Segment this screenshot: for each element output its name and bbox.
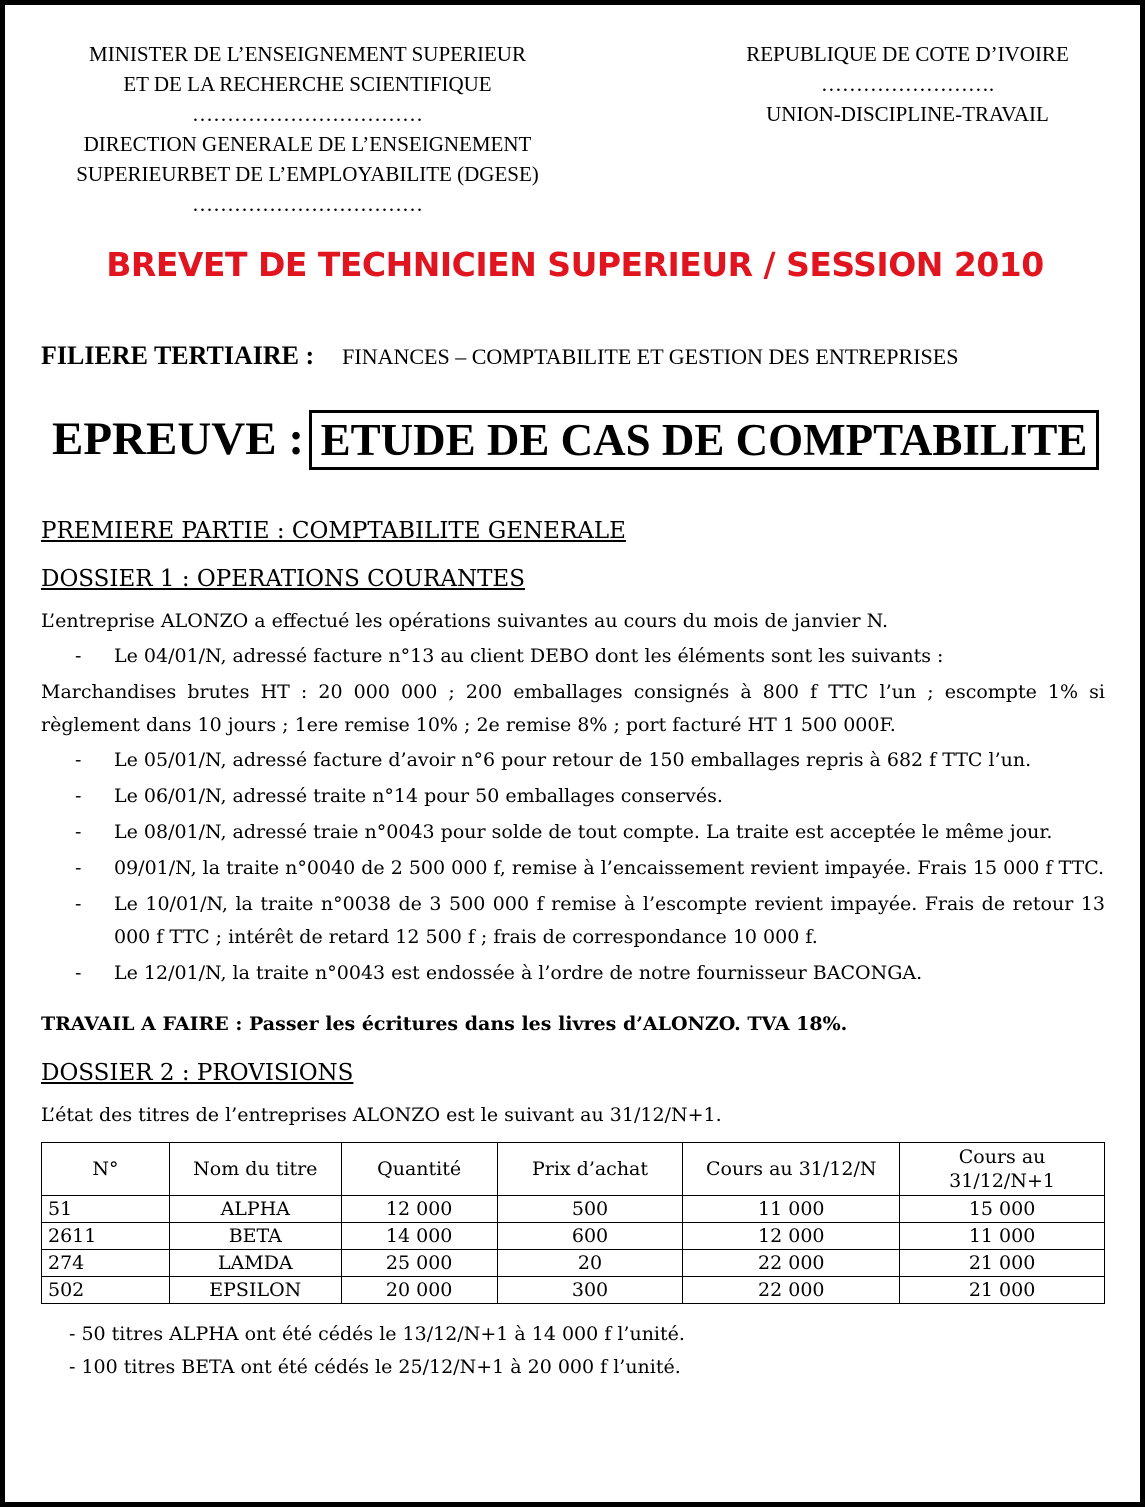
cell-cours-n1: 11 000 xyxy=(900,1223,1105,1250)
operation-text: Le 12/01/N, la traite n°0043 est endossée à l’ordre de notre fournisseur BACONGA. xyxy=(114,962,923,984)
travail-a-faire: TRAVAIL A FAIRE : Passer les écritures dans les livres d’ALONZO. TVA 18%. xyxy=(41,1013,848,1035)
header-quantite: Quantité xyxy=(341,1143,497,1196)
dossier2-intro: L’état des titres de l’entreprises ALONZO est le suivant au 31/12/N+1. xyxy=(41,1104,722,1126)
cell-numero: 274 xyxy=(42,1250,170,1277)
cell-cours-n1: 21 000 xyxy=(900,1277,1105,1304)
list-item xyxy=(41,852,1105,885)
cell-nom: ALPHA xyxy=(169,1196,341,1223)
ministry-line-1: MINISTER DE L’ENSEIGNEMENT SUPERIEUR xyxy=(89,42,526,66)
operation-text: Le 06/01/N, adressé traite n°14 pour 50 emballages conservés. xyxy=(114,785,723,807)
header-nom-titre: Nom du titre xyxy=(169,1143,341,1196)
operations-list-continued xyxy=(41,744,1105,990)
cell-numero: 51 xyxy=(42,1196,170,1223)
header-cours-n: Cours au 31/12/N xyxy=(683,1143,900,1196)
cell-prix: 300 xyxy=(497,1277,683,1304)
republic-header xyxy=(715,39,1100,129)
operation-text: Le 10/01/N, la traite n°0038 de 3 500 000 f remise à l’escompte revient impayée. Frais de retour 13 000 f TTC ; intérêt de retard 12 500 f ; frais de correspondance 10 000 f. xyxy=(114,893,1105,948)
cell-numero: 2611 xyxy=(42,1223,170,1250)
ministry-dots-1: …………………………… xyxy=(192,102,423,126)
epreuve-title-box: ETUDE DE CAS DE COMPTABILITE xyxy=(309,410,1099,470)
cell-nom: EPSILON xyxy=(169,1277,341,1304)
exam-title: BREVET DE TECHNICIEN SUPERIEUR / SESSION 2010 xyxy=(106,245,1044,284)
dossier1-intro: L’entreprise ALONZO a effectué les opérations suivantes au cours du mois de janvier N. xyxy=(41,610,889,632)
list-item xyxy=(41,640,1105,673)
table-header-row xyxy=(42,1143,1105,1196)
direction-line-2: SUPERIEURBET DE L’EMPLOYABILITE (DGESE) xyxy=(76,162,539,186)
filiere-value: FINANCES – COMPTABILITE ET GESTION DES ENTREPRISES xyxy=(342,344,959,369)
cell-nom: LAMDA xyxy=(169,1250,341,1277)
exam-body xyxy=(41,511,1105,1384)
note-line: - 50 titres ALPHA ont été cédés le 13/12/N+1 à 14 000 f l’unité. xyxy=(69,1323,685,1345)
table-row xyxy=(42,1250,1105,1277)
cell-cours-n: 11 000 xyxy=(683,1196,900,1223)
list-dash: - xyxy=(75,893,82,915)
epreuve-label: EPREUVE : xyxy=(52,413,304,465)
cell-prix: 20 xyxy=(497,1250,683,1277)
operation-text: Le 05/01/N, adressé facture d’avoir n°6 pour retour de 150 emballages repris à 682 f TTC l’un. xyxy=(114,749,1032,771)
cell-quantite: 25 000 xyxy=(341,1250,497,1277)
list-dash: - xyxy=(75,857,82,879)
cell-prix: 500 xyxy=(497,1196,683,1223)
operation-detail-line-1: Marchandises brutes HT : 20 000 000 ; 200 emballages consignés à 800 f TTC l’un ; escompte 1% si xyxy=(41,681,1105,703)
operation-text: 09/01/N, la traite n°0040 de 2 500 000 f, remise à l’encaissement revient impayée. Frais 15 000 f TTC. xyxy=(114,857,1105,879)
ministry-line-2: ET DE LA RECHERCHE SCIENTIFIQUE xyxy=(123,72,492,96)
operations-list xyxy=(41,640,1105,673)
operation-text: Le 08/01/N, adressé traie n°0043 pour solde de tout compte. La traite est acceptée le même jour. xyxy=(114,821,1053,843)
list-item xyxy=(41,957,1105,990)
cell-quantite: 14 000 xyxy=(341,1223,497,1250)
list-item xyxy=(41,888,1105,954)
cession-notes xyxy=(41,1318,1105,1384)
cell-cours-n: 22 000 xyxy=(683,1250,900,1277)
ministry-header xyxy=(35,39,580,219)
list-dash: - xyxy=(75,821,82,843)
republic-name: REPUBLIQUE DE COTE D’IVOIRE xyxy=(746,42,1069,66)
table-row xyxy=(42,1277,1105,1304)
table-row xyxy=(42,1223,1105,1250)
list-item xyxy=(41,780,1105,813)
ministry-dots-2: …………………………… xyxy=(192,192,423,216)
cell-quantite: 20 000 xyxy=(341,1277,497,1304)
filiere-line xyxy=(41,341,958,371)
cell-numero: 502 xyxy=(42,1277,170,1304)
header-prix-achat: Prix d’achat xyxy=(497,1143,683,1196)
dossier1-title: DOSSIER 1 : OPERATIONS COURANTES xyxy=(41,566,525,592)
note-line: - 100 titres BETA ont été cédés le 25/12/N+1 à 20 000 f l’unité. xyxy=(69,1356,681,1378)
operation-text: Le 04/01/N, adressé facture n°13 au client DEBO dont les éléments sont les suivants : xyxy=(114,645,944,667)
cell-prix: 600 xyxy=(497,1223,683,1250)
list-dash: - xyxy=(75,645,82,667)
table-row xyxy=(42,1196,1105,1223)
list-item xyxy=(41,816,1105,849)
titres-table xyxy=(41,1142,1105,1304)
republic-motto: UNION-DISCIPLINE-TRAVAIL xyxy=(766,102,1049,126)
direction-line-1: DIRECTION GENERALE DE L’ENSEIGNEMENT xyxy=(83,132,532,156)
list-dash: - xyxy=(75,962,82,984)
filiere-label: FILIERE TERTIAIRE : xyxy=(41,341,315,370)
cell-cours-n1: 21 000 xyxy=(900,1250,1105,1277)
republic-dots: ……………………. xyxy=(820,72,995,96)
header-numero: N° xyxy=(42,1143,170,1196)
cell-nom: BETA xyxy=(169,1223,341,1250)
part1-title: PREMIERE PARTIE : COMPTABILITE GENERALE xyxy=(41,518,626,544)
cell-cours-n: 12 000 xyxy=(683,1223,900,1250)
cell-cours-n1: 15 000 xyxy=(900,1196,1105,1223)
header-cours-n1: Cours au 31/12/N+1 xyxy=(900,1143,1105,1196)
list-dash: - xyxy=(75,749,82,771)
operation-detail-line-2: règlement dans 10 jours ; 1ere remise 10% ; 2e remise 8% ; port facturé HT 1 500 000F. xyxy=(41,714,896,736)
dossier2-title: DOSSIER 2 : PROVISIONS xyxy=(41,1060,354,1086)
cell-quantite: 12 000 xyxy=(341,1196,497,1223)
cell-cours-n: 22 000 xyxy=(683,1277,900,1304)
list-dash: - xyxy=(75,785,82,807)
list-item xyxy=(41,744,1105,777)
